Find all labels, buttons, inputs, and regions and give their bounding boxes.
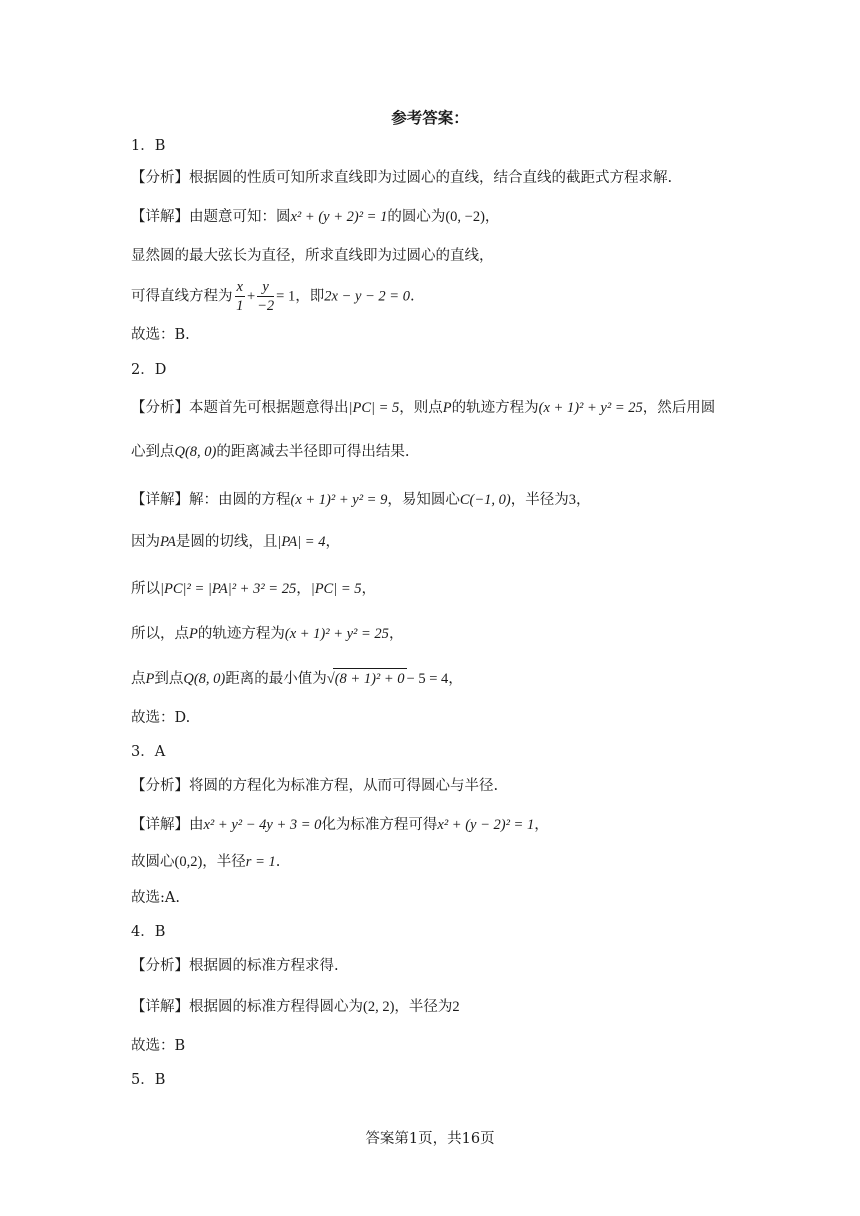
text: 所以: [131, 581, 160, 597]
point-label: P: [145, 671, 155, 687]
text: 的轨迹方程为: [197, 626, 285, 642]
question-5-answer: 5．B: [131, 1072, 166, 1088]
text: 化为标准方程可得: [321, 817, 438, 833]
numerator: x: [236, 279, 243, 295]
sqrt-radicand: (8 + 1)² + 0: [333, 668, 407, 689]
point-label: P: [189, 626, 198, 642]
fraction: [235, 278, 245, 315]
text: ，: [296, 581, 311, 597]
point-label: P: [442, 400, 452, 416]
number: 2: [452, 999, 460, 1015]
text: 【详解】由: [131, 817, 204, 833]
text: ，: [534, 817, 549, 833]
text: ，半径为: [394, 999, 453, 1015]
text: ，: [484, 209, 500, 225]
question-1-answer: 1．B: [131, 138, 166, 154]
q1-line-2: 显然圆的最大弦长为直径，所求直线即为过圆心的直线，: [131, 248, 494, 264]
equation: r = 1: [245, 854, 276, 870]
text: ，: [325, 534, 340, 550]
point-label: Q(8, 0): [174, 444, 217, 460]
q4-analysis: 【分析】根据圆的标准方程求得.: [131, 958, 339, 974]
text: ，易知圆心: [387, 492, 460, 508]
text: 到点: [154, 671, 184, 687]
text: .: [275, 854, 281, 870]
equation: |PC|² = |PA|² + 3² = 25: [160, 581, 297, 597]
page-title: 参考答案：: [391, 108, 469, 127]
page-footer: 答案第1页，共16页: [365, 1131, 495, 1147]
text: ，半径: [202, 854, 246, 870]
q1-detail: [131, 207, 499, 227]
text: 所以，点: [131, 626, 189, 642]
text: ，半径为: [510, 492, 569, 508]
q3-choose: 故选:A.: [131, 890, 180, 906]
coordinate: (0,2): [174, 854, 203, 870]
equation: (x + 1)² + y² = 25: [284, 626, 389, 642]
plus-sign: +: [246, 288, 256, 305]
number: 3: [568, 492, 576, 508]
q2-analysis: [131, 398, 715, 418]
q2-detail: [131, 490, 590, 510]
equation: |PA| = 4: [277, 534, 326, 550]
q3-line-2: [131, 852, 280, 872]
point-label: Q(8, 0): [183, 671, 226, 687]
equation: (x + 1)² + y² = 25: [538, 400, 643, 416]
equation: 2x − y − 2 = 0: [324, 288, 410, 305]
equation: |PC| = 5: [310, 581, 362, 597]
text: 可得直线方程为: [131, 288, 233, 305]
text: 是圆的切线，且: [175, 534, 278, 550]
equals: = 1: [276, 288, 296, 305]
text: 【详解】解：由圆的方程: [131, 492, 291, 508]
equation: − 5 = 4: [406, 671, 449, 687]
text: ，即: [295, 288, 325, 305]
question-2-answer: 2．D: [131, 362, 167, 378]
q2-choose: 故选：D.: [131, 710, 191, 726]
text: 的轨迹方程为: [451, 400, 539, 416]
text: 故圆心: [131, 854, 175, 870]
coordinate: (0, −2): [445, 209, 485, 225]
q3-analysis: 【分析】将圆的方程化为标准方程，从而可得圆心与半径.: [131, 778, 499, 794]
text: 的圆心为: [387, 209, 446, 225]
q2-analysis-cont: [131, 442, 410, 462]
q2-line-4: [131, 624, 403, 644]
sqrt-sign: √: [326, 671, 335, 687]
denominator: 1: [236, 298, 244, 314]
q2-line-3: [131, 579, 376, 599]
equation: x² + (y − 2)² = 1: [437, 817, 535, 833]
question-3-answer: 3．A: [131, 744, 166, 760]
text: ，: [448, 671, 463, 687]
text: ，: [575, 492, 591, 508]
point-label: C(−1, 0): [459, 492, 511, 508]
q1-choose: 故选：B.: [131, 327, 190, 343]
q3-detail: [131, 815, 549, 835]
text: ，则点: [399, 400, 443, 416]
segment-label: PA: [160, 534, 176, 550]
q4-choose: 故选：B: [131, 1038, 186, 1054]
text: 因为: [131, 534, 160, 550]
text: ，然后用圆: [642, 400, 716, 416]
denominator: −2: [257, 298, 275, 314]
equation: x² + (y + 2)² = 1: [290, 209, 388, 225]
equation: (x + 1)² + y² = 9: [290, 492, 388, 508]
q4-detail: [131, 997, 460, 1017]
text: 的距离减去半径即可得出结果.: [216, 444, 410, 460]
text: 点: [131, 671, 146, 687]
fraction: [257, 278, 274, 315]
text: ，: [361, 581, 377, 597]
numerator: y: [257, 278, 274, 297]
q1-line-3: [131, 278, 415, 315]
text: 【分析】本题首先可根据题意得出: [131, 400, 349, 416]
text: 距离的最小值为: [225, 671, 327, 687]
text: ，: [388, 626, 404, 642]
q1-analysis: 【分析】根据圆的性质可知所求直线即为过圆心的直线，结合直线的截距式方程求解.: [131, 170, 673, 186]
text: .: [409, 288, 415, 305]
equation: |PC| = 5: [348, 400, 400, 416]
text: 【详解】由题意可知：圆: [131, 209, 291, 225]
equation: x² + y² − 4y + 3 = 0: [203, 817, 322, 833]
q2-line-2: [131, 532, 340, 552]
text: 心到点: [131, 444, 175, 460]
coordinate: (2, 2): [363, 999, 395, 1015]
q2-line-5: [131, 668, 463, 689]
text: 【详解】根据圆的标准方程得圆心为: [131, 999, 363, 1015]
question-4-answer: 4．B: [131, 924, 166, 940]
